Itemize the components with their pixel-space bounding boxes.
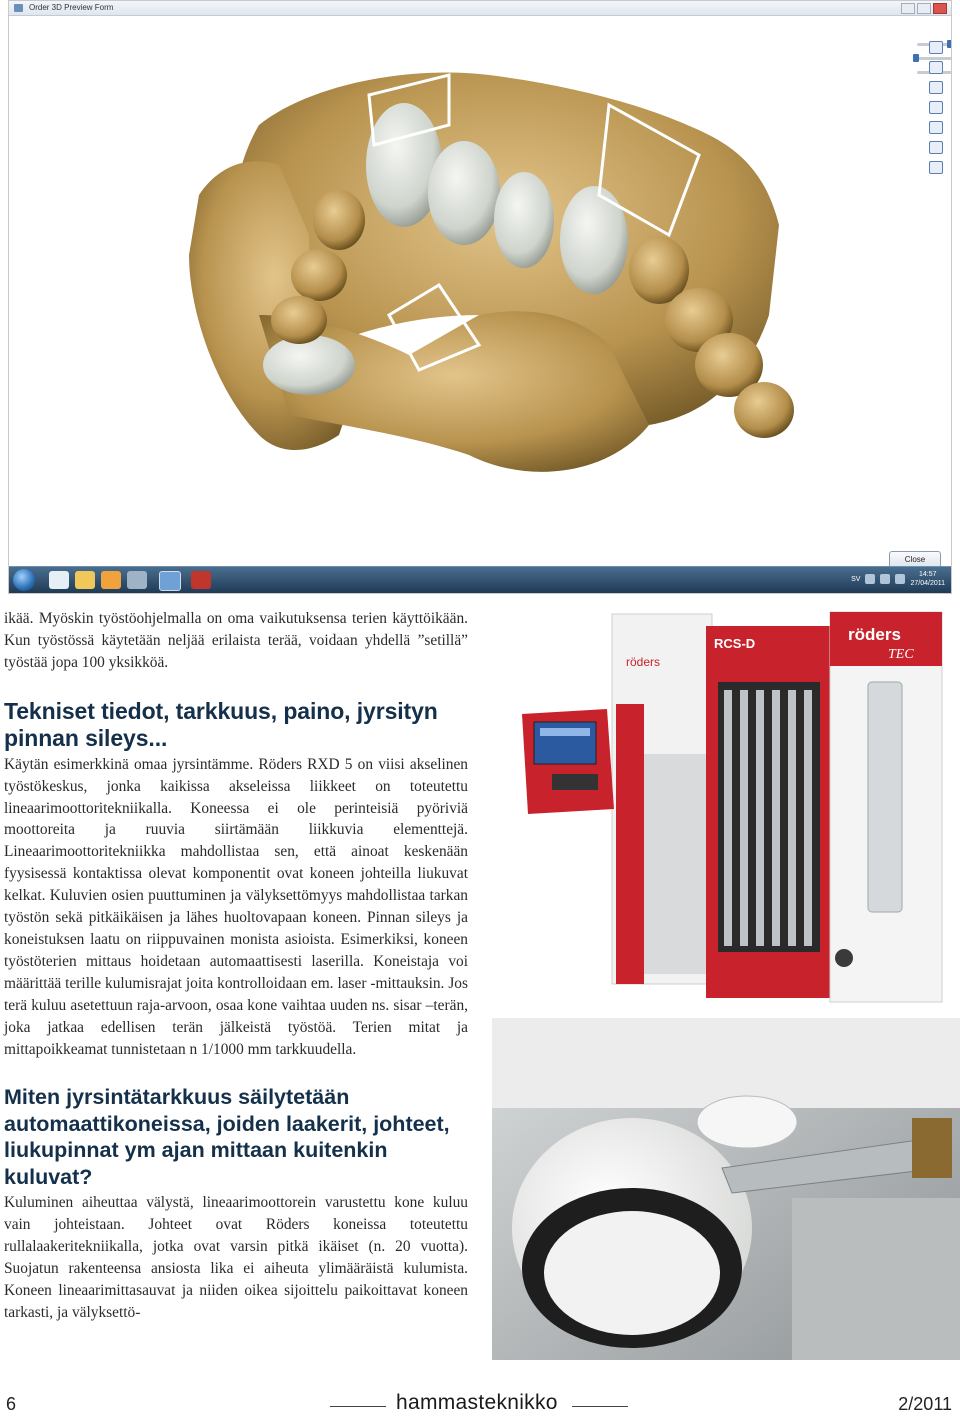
network-icon[interactable]: [880, 574, 890, 584]
dental-model-render: [9, 15, 952, 545]
tech-heading: Tekniset tiedot, tarkkuus, paino, jyrsityn pinnan sileys...: [4, 697, 438, 751]
magazine-title: hammasteknikko: [396, 1391, 558, 1414]
app-active-icon[interactable]: [159, 571, 181, 591]
app-icon: [14, 4, 23, 12]
tech-paragraph: Käytän esimerkkinä omaa jyrsintämme. Röders RXD 5 on viisi akselinen työstökeskus, jonka kaikissa akseleissa liikkeet on toteutettu lineaarimoottoritekniikalla. Koneessa ei ole perinteisiä pyöriviä moottoreita ja ruuvia siirtämään liikkuvia elementtejä. Lineaarimoottoritekniikka mahdollistaa sen, että ainoat keskenään fyysisessä kontaktissa olevat komponentit ovat koneen johteilla liukuvat kelkat. Kuluvien osien puuttuminen ja välyksettömyys mahdollistaa tarkan työstön sekä pitkäikäisen ja lähes huoltovapaan koneen. Pinnan sileys ja koneistuksen laatu on riippuvainen monista asioista. Esimerkiksi, koneen työstöterien mittaus hoidetaan automaattisesti laserilla. Koneistaja voi määrittää terille kulumisrajat joita kontrolloidaan em. laser -mittauksin. Jos terä kuluu asetettuun raja-arvoon, osaa kone vaihtaa uuden ns. sisar –terän, joka jatkaa edellisen terän jälkeistä työstöä. Terien mitat ja mittapoikkeamat tunnistetaan n 1/1000 mm tarkkuudella.: [4, 755, 468, 1058]
page-number: 6: [6, 1394, 17, 1414]
clock-time: 14:57: [918, 571, 937, 578]
model-label: RCS-D: [714, 636, 756, 651]
window-titlebar: [9, 1, 951, 16]
app-red-icon[interactable]: [191, 571, 211, 589]
crown-5: [263, 335, 355, 395]
article-column: [4, 608, 468, 1324]
crown-4: [560, 186, 628, 294]
tool-bowl: [697, 1096, 797, 1148]
close-button[interactable]: Close: [889, 551, 941, 569]
window-title: Order 3D Preview Form: [29, 3, 114, 12]
software-screenshot: [8, 0, 952, 594]
view-bottom-icon[interactable]: [929, 121, 943, 134]
crown-3: [494, 172, 554, 268]
clock[interactable]: [910, 570, 945, 588]
view-front-icon[interactable]: [929, 41, 943, 54]
brand-sub-label: TEC: [888, 647, 914, 662]
footer-rule-right: [572, 1406, 628, 1407]
folder-icon[interactable]: [75, 571, 95, 589]
view-back-icon[interactable]: [929, 141, 943, 154]
brand-label: röders: [848, 625, 901, 644]
slider-knob-2[interactable]: [913, 54, 919, 62]
milling-machine-photo: [492, 604, 960, 1012]
molar-4: [734, 382, 794, 438]
question-heading: Miten jyrsintätarkkuus säilytetään automaattikoneissa, joiden laakerit, johteet, liukupinnat ym ajan mittaan kuitenkin kuluvat?: [4, 1085, 450, 1189]
volume-icon[interactable]: [895, 574, 905, 584]
view-left-icon[interactable]: [929, 81, 943, 94]
clock-date: 27/04/2011: [910, 580, 945, 587]
system-tray: [851, 570, 945, 588]
machine-window: [868, 682, 902, 912]
ie-icon[interactable]: [49, 571, 69, 589]
maximize-icon[interactable]: [917, 3, 931, 14]
machine-switch: [835, 949, 853, 967]
machine-pillar: [792, 1198, 960, 1360]
view-right-icon[interactable]: [929, 101, 943, 114]
save-icon[interactable]: [929, 161, 943, 174]
media-icon[interactable]: [101, 571, 121, 589]
issue-number: 2/2011: [898, 1394, 952, 1414]
gripper-head: [912, 1118, 952, 1178]
molar-5: [313, 190, 365, 250]
answer-paragraph: Kuluminen aiheuttaa välystä, lineaarimoottorein varustettu kone kuluu vain johteistaan. Johteet ovat Röders koneissa toteutettu rullalaakeritekniikalla, jotka ovat varsin pitkä ikäiset (n. 20 vuotta). Suojatun rakenteensa ansiosta lika ei aiheuta ylimääräistä kulumista. Koneen lineaarimittasauvat ja niiden oikea sijoittelu paikoittavat koneen tarkasti, ja välyksettö-: [4, 1194, 468, 1321]
close-icon[interactable]: [933, 3, 947, 14]
footer-rule-left: [330, 1406, 386, 1407]
page-footer: [0, 1390, 960, 1417]
view-toolbar: [929, 41, 943, 174]
3d-viewport[interactable]: [9, 15, 952, 545]
intro-paragraph: ikää. Myöskin työstöohjelmalla on oma vaikutuksensa terien käyttöikään. Kun työstössä käytetään neljää erilaista terää, voidaan yhdellä ”setillä” työstää jopa 100 yksikköä.: [4, 610, 468, 671]
view-top-icon[interactable]: [929, 61, 943, 74]
machine-interior-photo: [492, 1018, 960, 1360]
molar-6: [291, 249, 347, 301]
tool-icon[interactable]: [127, 571, 147, 589]
language-indicator[interactable]: SV: [851, 575, 861, 583]
taskbar: [9, 566, 951, 593]
start-orb-icon[interactable]: [13, 569, 35, 591]
molar-7: [271, 296, 327, 344]
crown-2: [428, 141, 500, 245]
slider-knob-1[interactable]: [947, 40, 952, 48]
window-controls: [901, 3, 947, 14]
brand-label-small: röders: [626, 655, 661, 669]
minimize-icon[interactable]: [901, 3, 915, 14]
flag-icon[interactable]: [865, 574, 875, 584]
